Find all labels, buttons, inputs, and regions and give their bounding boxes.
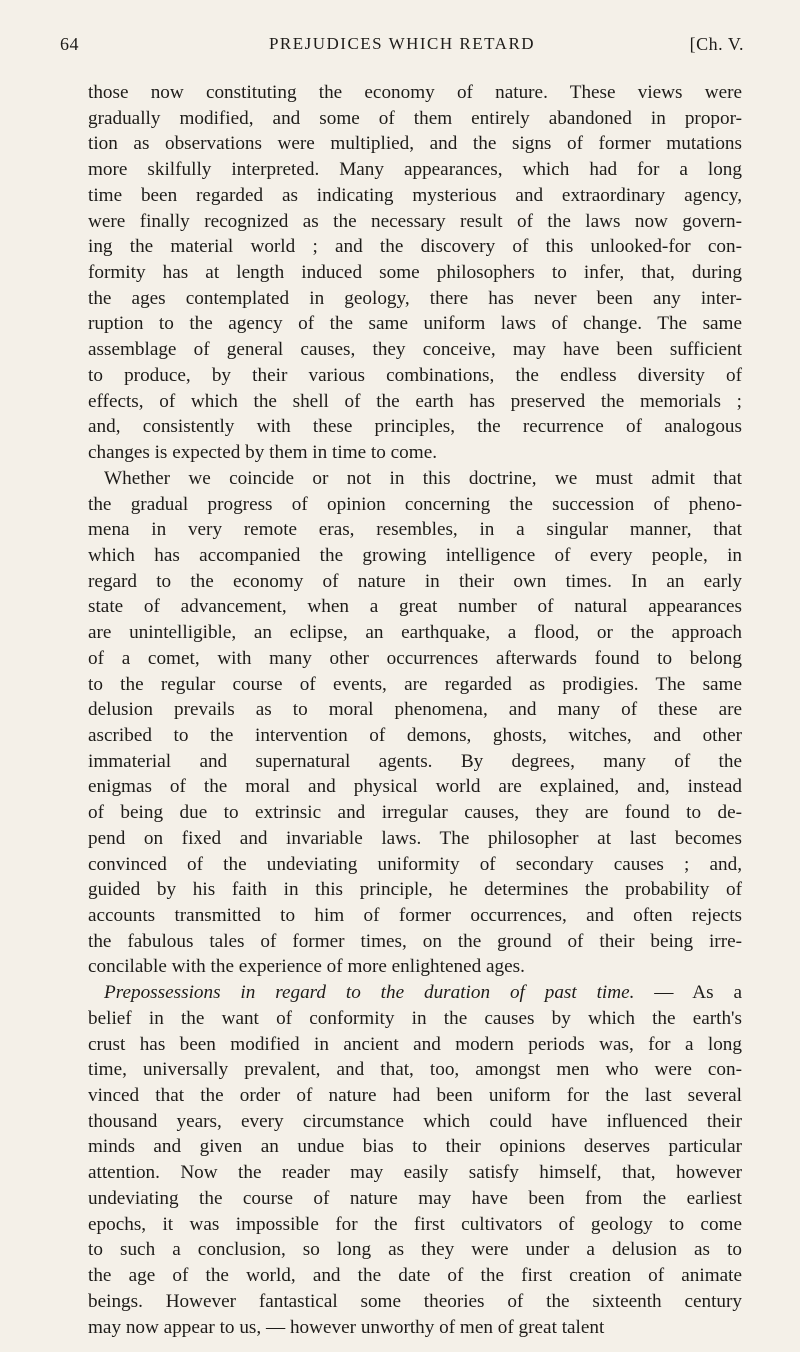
text-line: of a comet, with many other occurrences afterwards found to belong (88, 647, 742, 669)
text-line: regard to the economy of nature in their own times. In an early (88, 570, 742, 592)
text-line: thousand years, every circumstance which could have influenced their (88, 1110, 742, 1132)
running-title: PREJUDICES WHICH RETARD (268, 34, 536, 53)
text-line: vinced that the order of nature had been uniform for the last several (88, 1085, 742, 1107)
text-line: ruption to the agency of the same uniform laws of change. The same (88, 313, 742, 335)
text-line: time been regarded as indicating mysterious and extraordinary agency, (88, 184, 742, 206)
text-line: ascribed to the intervention of demons, ghosts, witches, and other (88, 724, 742, 746)
text-line: crust has been modified in ancient and modern periods was, for a long (88, 1033, 742, 1055)
text-line (88, 980, 742, 1006)
text-line: more skilfully interpreted. Many appearances, which had for a long (88, 159, 742, 181)
text-line: effects, of which the shell of the earth has preserved the memorials ; (88, 390, 742, 412)
text-line: mena in very remote eras, resembles, in a singular manner, that (88, 519, 742, 541)
text-line: belief in the want of conformity in the causes by which the earth's (88, 1007, 742, 1029)
text-line: formity has at length induced some philosophers to infer, that, during (88, 262, 742, 284)
section-heading-continuation: — As a (634, 982, 742, 1004)
text-line: concilable with the experience of more enlightened ages. (88, 956, 525, 978)
text-line: to the regular course of events, are regarded as prodigies. The same (88, 673, 742, 695)
text-line: those now constituting the economy of nature. These views were (88, 82, 742, 103)
running-header (60, 34, 744, 58)
text-line: delusion prevails as to moral phenomena, and many of these are (88, 699, 742, 721)
page-number: 64 (60, 34, 79, 54)
text-line: immaterial and supernatural agents. By degrees, many of the (88, 750, 742, 772)
text-line: undeviating the course of nature may have been from the earliest (88, 1187, 742, 1209)
text-line: minds and given an undue bias to their opinions deserves particular (88, 1136, 742, 1158)
text-line: accounts transmitted to him of former occurrences, and often rejects (88, 905, 742, 926)
text-line: gradually modified, and some of them entirely abandoned in propor- (88, 107, 742, 129)
text-line: the age of the world, and the date of the first creation of animate (88, 1265, 742, 1287)
body-text (88, 80, 742, 1340)
text-line: the fabulous tales of former times, on the ground of their being irre- (88, 930, 742, 952)
text-line: were finally recognized as the necessary result of the laws now govern- (88, 210, 742, 232)
text-line: may now appear to us, — however unworthy of men of great talent (88, 1316, 605, 1338)
text-line: guided by his faith in this principle, he determines the probability of (88, 879, 742, 901)
text-line: and, consistently with these principles, the recurrence of analogous (88, 416, 742, 438)
chapter-reference: [Ch. V. (689, 34, 744, 54)
text-line: to produce, by their various combinations, the endless diversity of (88, 364, 742, 386)
text-line: of being due to extrinsic and irregular causes, they are found to de- (88, 802, 742, 824)
text-line: beings. However fantastical some theories of the sixteenth century (88, 1290, 742, 1312)
text-line: which has accompanied the growing intelligence of every people, in (88, 544, 742, 566)
text-line: ing the material world ; and the discovery of this unlooked-for con- (88, 236, 742, 258)
text-line: pend on fixed and invariable laws. The philosopher at last becomes (88, 827, 742, 849)
text-line: epochs, it was impossible for the first cultivators of geology to come (88, 1213, 742, 1235)
text-line: time, universally prevalent, and that, too, amongst men who were con- (88, 1059, 742, 1081)
text-line: changes is expected by them in time to come. (88, 442, 438, 464)
text-line: attention. Now the reader may easily satisfy himself, that, however (88, 1162, 742, 1184)
text-line: the gradual progress of opinion concerning the succession of pheno- (88, 493, 742, 515)
text-line: state of advancement, when a great number of natural appearances (88, 596, 742, 618)
text-line: to such a conclusion, so long as they were under a delusion as to (88, 1239, 742, 1261)
section-heading: Prepossessions in regard to the duration of past time. (104, 982, 635, 1004)
text-line: assemblage of general causes, they conceive, may have been sufficient (88, 339, 742, 361)
text-line: the ages contemplated in geology, there has never been any inter- (88, 287, 742, 309)
text-line: enigmas of the moral and physical world are explained, and, instead (88, 776, 742, 798)
text-line: tion as observations were multiplied, and the signs of former mutations (88, 133, 742, 155)
text-line: convinced of the undeviating uniformity of secondary causes ; and, (88, 853, 742, 875)
text-line: are unintelligible, an eclipse, an earthquake, a flood, or the approach (88, 622, 742, 644)
text-line: Whether we coincide or not in this doctrine, we must admit that (104, 467, 742, 489)
